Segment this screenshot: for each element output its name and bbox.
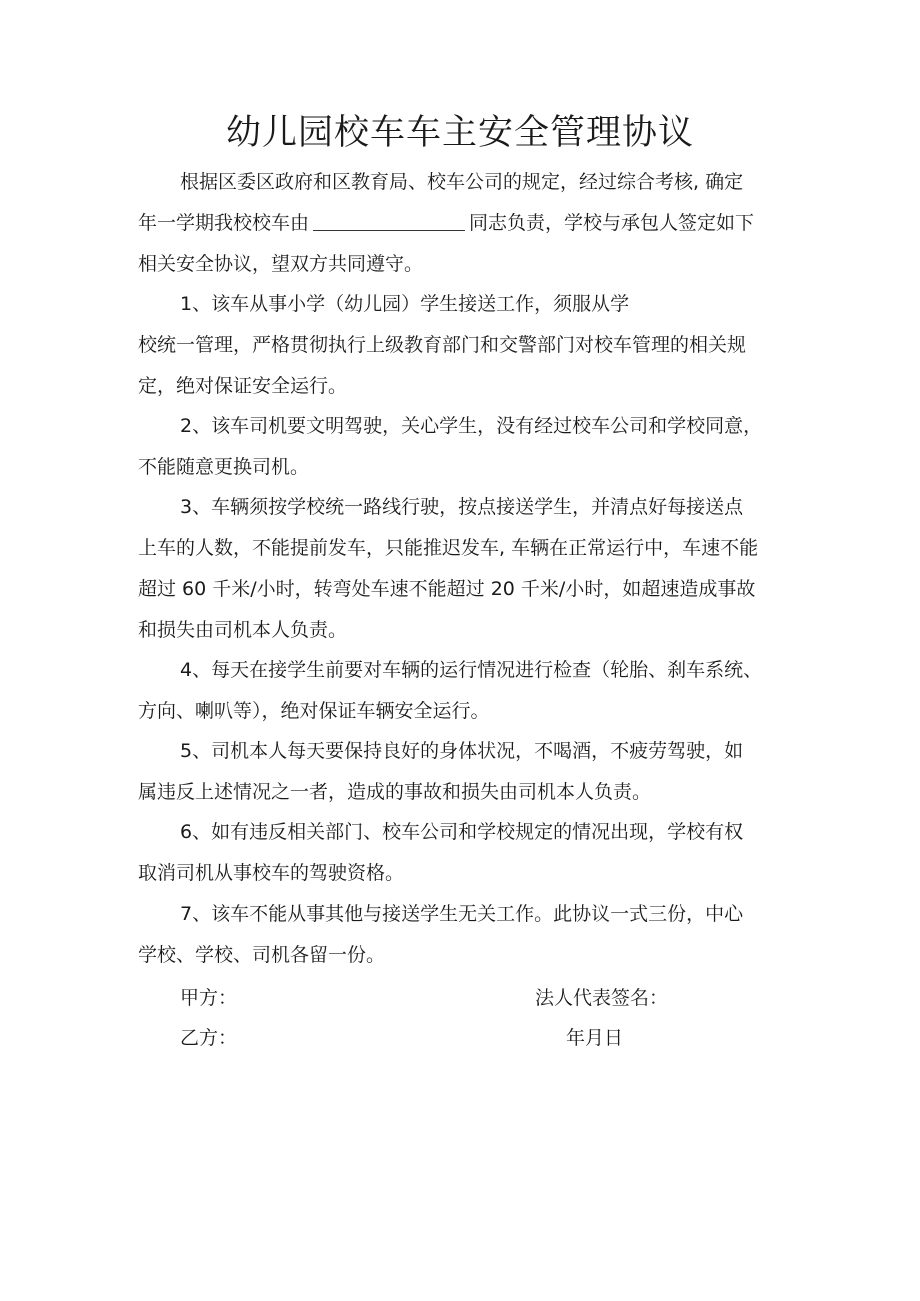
item-7-line-2: 学校、学校、司机各留一份。: [138, 944, 386, 966]
document-title: 幼儿园校车车主安全管理协议: [225, 113, 694, 153]
intro-line-2-end: 同志负责，学校与承包人签定如下: [469, 212, 755, 234]
intro-line-1: 根据区委区政府和区教育局、校车公司的规定，经过综合考核, 确定: [180, 171, 744, 193]
legal-rep-signature-label: 法人代表签名：: [535, 987, 669, 1009]
item-3-line-4: 和损失由司机本人负责。: [138, 619, 348, 641]
item-1-line-1: 1、该车从事小学（幼儿园）学生接送工作，须服从学: [180, 293, 630, 315]
item-2-line-1: 2、该车司机要文明驾驶，关心学生，没有经过校车公司和学校同意，: [180, 415, 763, 437]
party-b-label: 乙方：: [180, 1027, 238, 1049]
item-6-line-2: 取消司机从事校车的驾驶资格。: [138, 862, 405, 884]
item-1-line-2: 校统一管理，严格贯彻执行上级教育部门和交警部门对校车管理的相关规: [138, 334, 747, 356]
item-5-line-1: 5、司机本人每天要保持良好的身体状况，不喝酒，不疲劳驾驶，如: [180, 740, 744, 762]
item-1-line-3: 定，绝对保证安全运行。: [138, 375, 348, 397]
item-5-line-2: 属违反上述情况之一者，造成的事故和损失由司机本人负责。: [138, 781, 652, 803]
party-a-label: 甲方：: [180, 987, 238, 1009]
item-3-line-3: 超过 60 千米/小时，转弯处车速不能超过 20 千米/小时，如超速造成事故: [138, 578, 756, 600]
item-4-line-2: 方向、喇叭等），绝对保证车辆安全运行。: [138, 700, 490, 722]
item-3-line-1: 3、车辆须按学校统一路线行驶，按点接送学生，并清点好每接送点: [180, 496, 744, 518]
item-7-line-1: 7、该车不能从事其他与接送学生无关工作。此协议一式三份，中心: [180, 903, 744, 925]
item-2-line-2: 不能随意更换司机。: [138, 456, 310, 478]
item-3-line-2: 上车的人数，不能提前发车，只能推迟发车, 车辆在正常运行中，车速不能: [138, 537, 759, 559]
date-label: 年月日: [566, 1027, 624, 1049]
intro-line-2-start: 年一学期我校校车由: [138, 212, 310, 234]
name-blank-field[interactable]: [313, 210, 465, 231]
item-6-line-1: 6、如有违反相关部门、校车公司和学校规定的情况出现，学校有权: [180, 821, 744, 843]
item-4-line-1: 4、每天在接学生前要对车辆的运行情况进行检查（轮胎、刹车系统、: [180, 659, 763, 681]
intro-line-2: [138, 209, 754, 237]
intro-line-3: 相关安全协议，望双方共同遵守。: [138, 253, 424, 275]
